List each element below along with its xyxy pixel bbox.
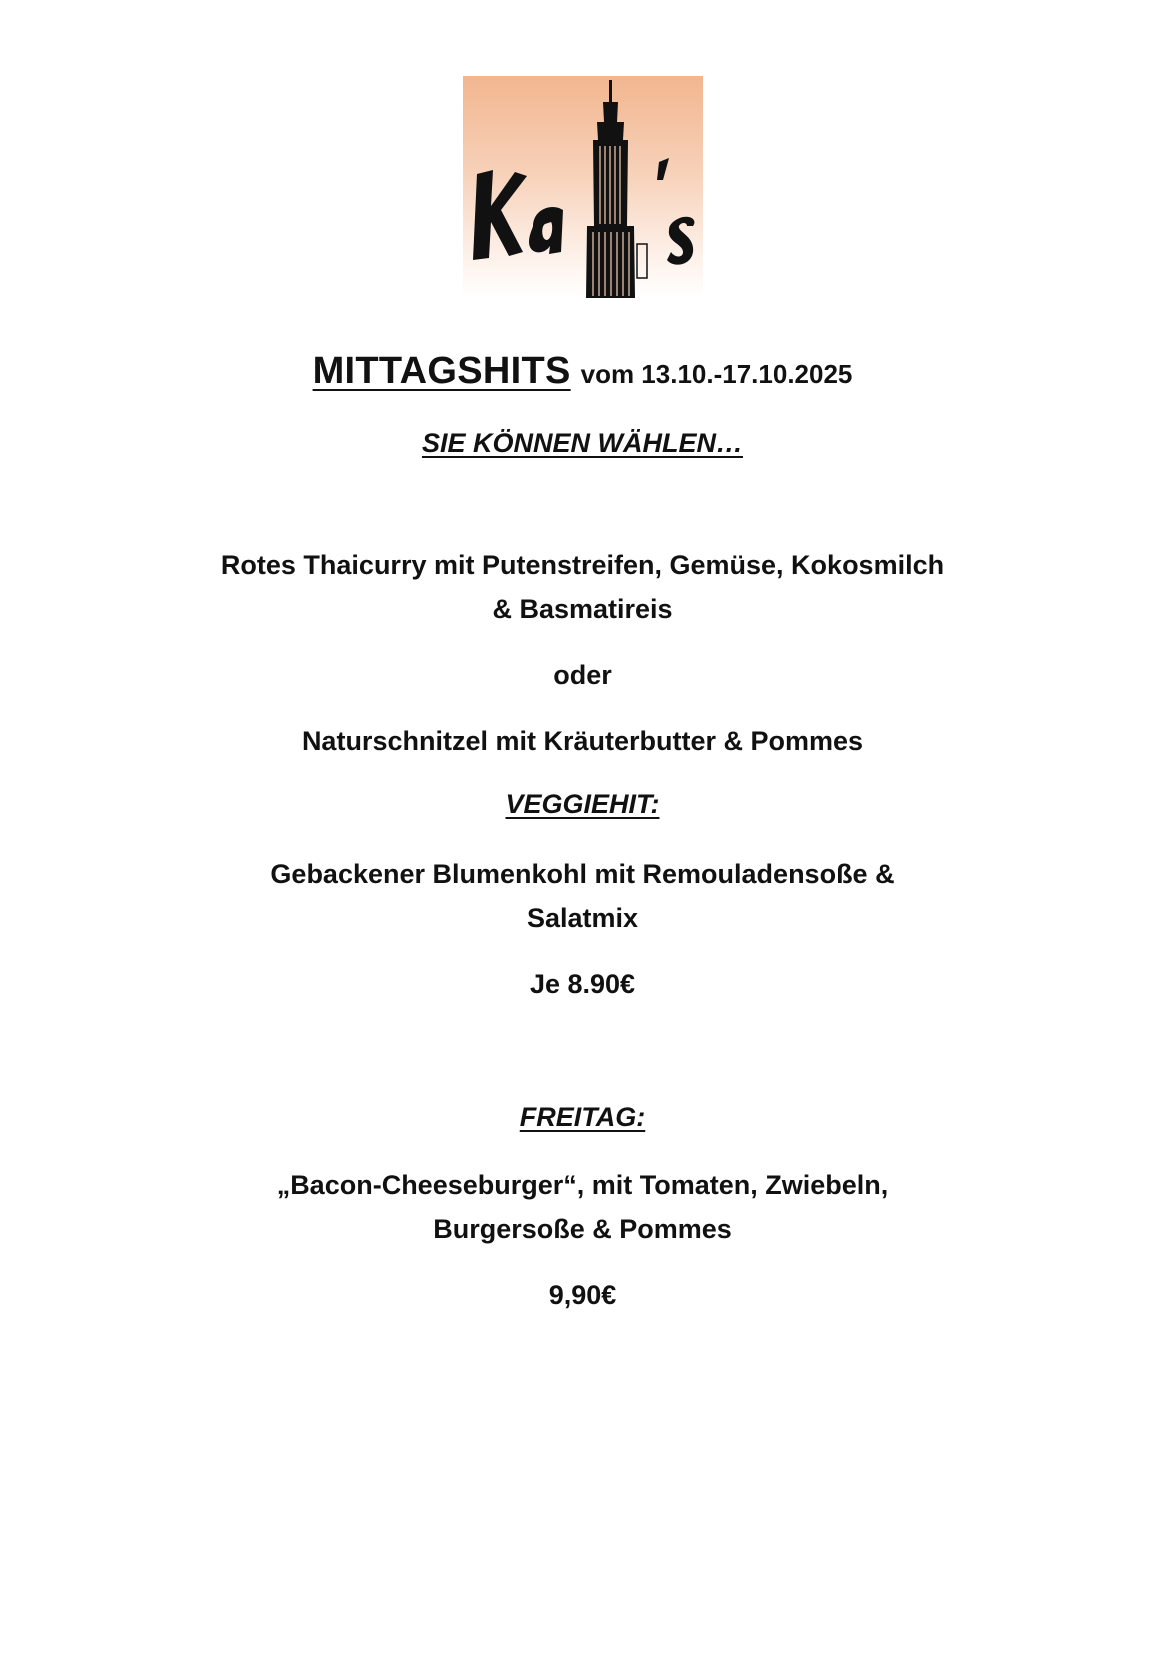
friday-dish-line2: Burgersoße & Pommes — [433, 1214, 732, 1244]
veggie-dish-line1: Gebackener Blumenkohl mit Remouladensoße & — [270, 859, 895, 889]
dish1-line2: & Basmatireis — [492, 594, 673, 624]
date-range: vom 13.10.-17.10.2025 — [580, 359, 853, 389]
friday-dish-line1: „Bacon-Cheeseburger“, mit Tomaten, Zwiebeln, — [276, 1170, 889, 1200]
skyscraper-icon — [463, 76, 703, 298]
veggie-label: VEGGIEHIT: — [505, 789, 660, 819]
menu-title: MITTAGSHITS — [312, 350, 571, 392]
friday-label: FREITAG: — [519, 1102, 646, 1132]
menu-title-row — [0, 350, 1165, 400]
dish2: Naturschnitzel mit Kräuterbutter & Pommes — [301, 726, 864, 756]
veggie-dish-line2: Salatmix — [526, 903, 639, 933]
restaurant-logo — [463, 76, 703, 298]
choice-subtitle: SIE KÖNNEN WÄHLEN… — [421, 428, 743, 458]
dish1-line1: Rotes Thaicurry mit Putenstreifen, Gemüse, Kokosmilch — [220, 550, 945, 580]
separator-text: oder — [553, 660, 612, 690]
friday-price: 9,90€ — [548, 1280, 617, 1310]
weekly-price: Je 8.90€ — [529, 969, 636, 999]
